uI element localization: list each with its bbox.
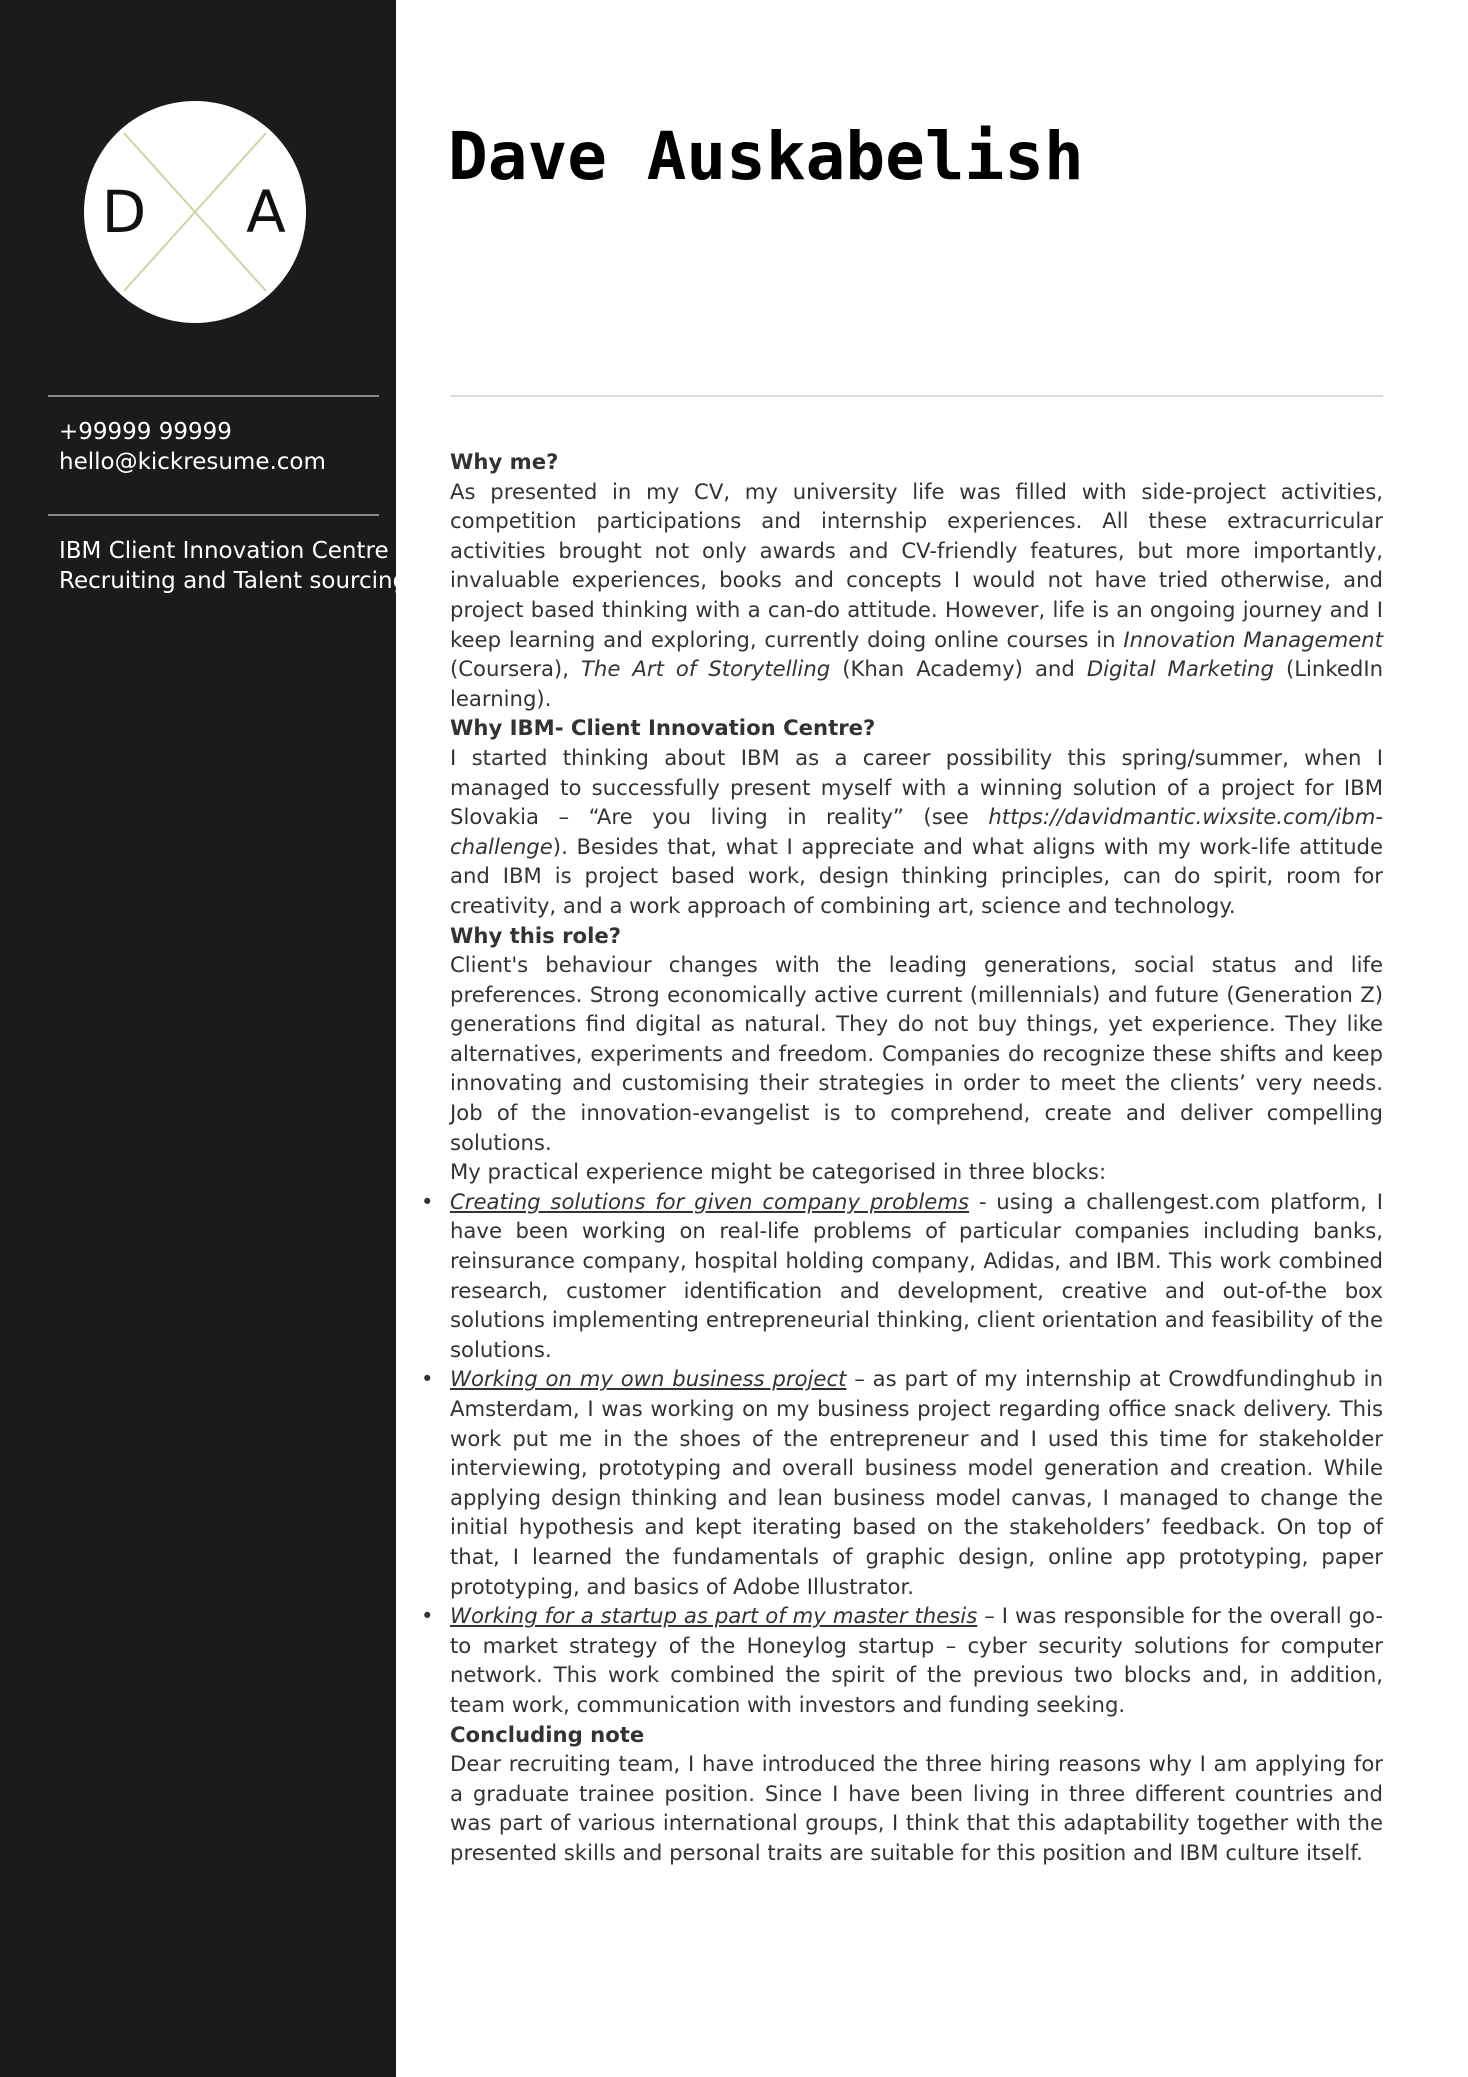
phone-number: +99999 99999 xyxy=(59,419,232,445)
experience-title: Creating solutions for given company problems xyxy=(450,1188,969,1214)
paragraph-why-me xyxy=(450,477,1383,714)
course-name: Innovation Management xyxy=(1123,626,1384,652)
text-run: I started thinking about IBM as a career possibility this spring/summer, when I managed to successfully present myself with a winning solution of a project for IBM Slovakia – “Are you living in reality” (see xyxy=(450,744,1383,830)
monogram-badge xyxy=(84,101,306,323)
bullet-icon: • xyxy=(421,1366,434,1392)
applicant-name: Dave Auskabelish xyxy=(448,118,1084,195)
paragraph-why-ibm xyxy=(450,743,1383,921)
section-heading-why-role: Why this role? xyxy=(450,922,622,948)
experience-list xyxy=(421,1187,1384,1720)
bullet-icon: • xyxy=(421,1188,434,1214)
monogram-letter-left: D xyxy=(101,178,147,246)
recipient-block xyxy=(59,536,408,596)
cover-letter-body xyxy=(421,447,1384,1868)
paragraph-why-role: Client's behaviour changes with the leading generations, social status and life preferences. Strong economically active current (millennials) and future (Generation Z) generations find digital as natural. They do not buy things, yet experience. They like alternatives, experiments and freedom. Companies do recognize these shifts and keep innovating and customising their strategies in order to meet the clients’ very needs. Job of the innovation-evangelist is to comprehend, create and deliver compelling solutions. xyxy=(450,952,1383,1155)
bullet-icon: • xyxy=(421,1603,434,1629)
course-name: The Art of Storytelling xyxy=(580,656,831,682)
section-heading-why-me: Why me? xyxy=(450,449,559,474)
experience-title: Working for a startup as part of my master thesis xyxy=(450,1603,978,1629)
sidebar xyxy=(0,0,408,2077)
header-divider xyxy=(450,395,1383,397)
sidebar-divider xyxy=(48,395,379,397)
experience-title: Working on my own business project xyxy=(450,1366,847,1392)
contact-block xyxy=(59,417,394,477)
experience-text: - using a challengest.com platform, I have been working on real-life problems of particular companies including banks, reinsurance company, hospital holding company, Adidas, and IBM. This work combined research, customer identification and development, creative and out-of-the box solutions implementing entrepreneurial thinking, client orientation and feasibility of the solutions. xyxy=(450,1188,1383,1362)
monogram-letter-right: A xyxy=(246,178,286,246)
text-run: (LinkedIn learning). xyxy=(450,656,1384,711)
paragraph-concluding: Dear recruiting team, I have introduced the three hiring reasons why I am applying for a graduate trainee position. Since I have been living in three different countries and was part of various international groups, I think that this adaptability together with the presented skills and personal traits are suitable for this position and IBM culture itself. xyxy=(450,1751,1383,1865)
experience-text: – as part of my internship at Crowdfundinghub in Amsterdam, I was working on my business project regarding office snack delivery. This work put me in the shoes of the entrepreneur and I used this time for stakeholder interviewing, prototyping and overall business model generation and creation. While applying design thinking and lean business model canvas, I managed to change the initial hypothesis and kept iterating based on the stakeholders’ feedback. On top of that, I learned the fundamentals of graphic design, online app prototyping, paper prototyping, and basics of Adobe Illustrator. xyxy=(450,1366,1383,1599)
course-name: Digital Marketing xyxy=(1086,656,1274,682)
sidebar-divider xyxy=(48,514,379,516)
portfolio-link[interactable]: https://davidmantic.wixsite.com/ibm-challenge xyxy=(450,804,1383,859)
email-address: hello@kickresume.com xyxy=(59,449,326,475)
text-run: As presented in my CV, my university life was filled with side-project activities, competition participations and internship experiences. All these extracurricular activities brought not only awards and CV-friendly features, but more importantly, invaluable experiences, books and concepts I would not have tried otherwise, and project based thinking with a can-do attitude. However, life is an ongoing journey and I keep learning and exploring, currently doing online courses in xyxy=(450,478,1383,652)
recipient-company: IBM Client Innovation Centre xyxy=(59,538,389,564)
list-item xyxy=(421,1601,1384,1719)
text-run: (Coursera), xyxy=(450,656,581,682)
list-item xyxy=(421,1364,1383,1601)
monogram-logo xyxy=(84,101,306,323)
paragraph-experience-intro: My practical experience might be categorised in three blocks: xyxy=(450,1159,1107,1185)
section-heading-why-ibm: Why IBM- Client Innovation Centre? xyxy=(450,715,876,741)
text-run: ). Besides that, what I appreciate and what aligns with my work-life attitude and IBM is project based work, design thinking principles, can do spirit, room for creativity, and a work approach of combining art, science and technology. xyxy=(450,833,1383,918)
text-run: (Khan Academy) and xyxy=(830,656,1087,682)
list-item xyxy=(421,1187,1383,1365)
recipient-department: Recruiting and Talent sourcing xyxy=(59,568,408,594)
section-heading-concluding: Concluding note xyxy=(450,1721,645,1747)
experience-text: – I was responsible for the overall go-to market strategy of the Honeylog startup – cyber security solutions for computer network. This work combined the spirit of the previous two blocks and, in addition, team work, communication with investors and funding seeking. xyxy=(450,1603,1384,1717)
